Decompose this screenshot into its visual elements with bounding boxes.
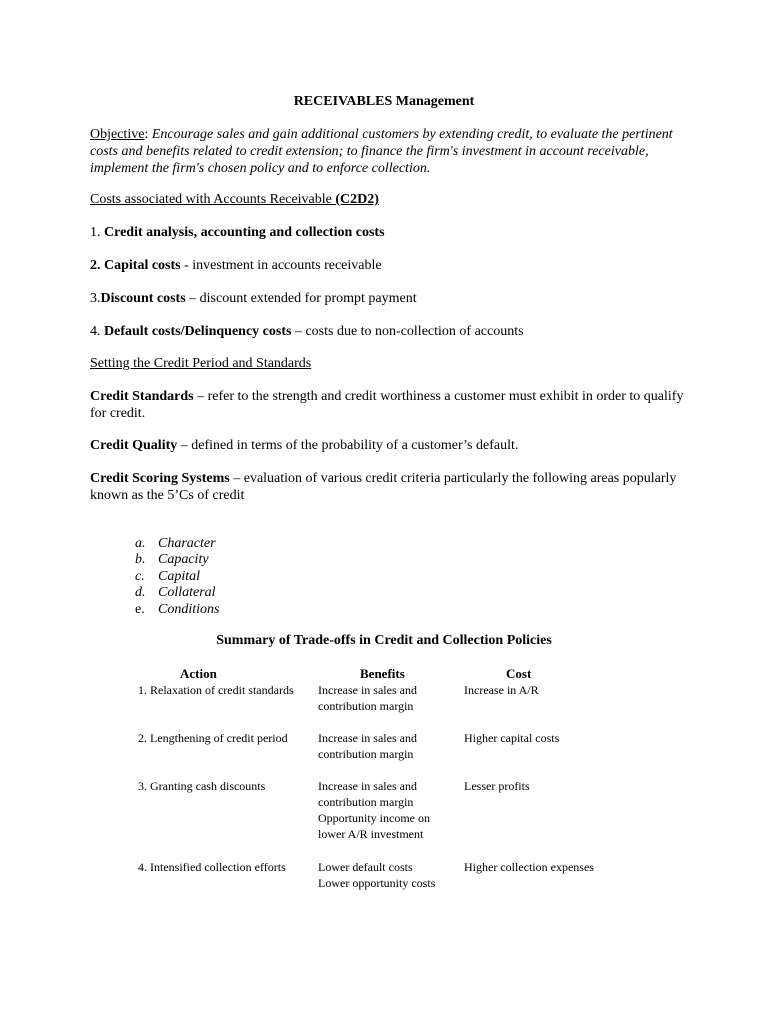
benefit-line: contribution margin bbox=[318, 795, 414, 809]
list-item bbox=[135, 535, 216, 552]
setting-heading: Setting the Credit Period and Standards bbox=[90, 356, 312, 371]
benefit-line: Increase in sales and bbox=[318, 779, 417, 793]
benefit-line: Increase in sales and bbox=[318, 731, 417, 745]
cost-item-prefix: 1. bbox=[90, 225, 104, 240]
benefit-line: contribution margin bbox=[318, 699, 414, 713]
table-header-cost: Cost bbox=[506, 666, 532, 681]
list-item bbox=[135, 568, 200, 585]
benefit-line: Increase in sales and bbox=[318, 683, 417, 697]
table-header-benefits: Benefits bbox=[360, 666, 405, 681]
table-cell-action: 3. Granting cash discounts bbox=[138, 779, 266, 793]
table-cell-action: 1. Relaxation of credit standards bbox=[138, 683, 294, 697]
cost-item-title: Default costs/Delinquency costs bbox=[104, 324, 292, 339]
table-cell-cost: Higher collection expenses bbox=[464, 860, 594, 874]
definition-text: – evaluation of various credit criteria particularly the following areas popularly known as the 5’Cs of credit bbox=[90, 471, 677, 503]
cost-item-description: – discount extended for prompt payment bbox=[185, 291, 417, 306]
table-cell-action: 2. Lengthening of credit period bbox=[138, 731, 288, 745]
table-cell-benefits bbox=[318, 778, 430, 842]
benefit-line: lower A/R investment bbox=[318, 827, 424, 841]
cost-item-prefix: 3. bbox=[90, 291, 101, 306]
list-item bbox=[135, 601, 219, 618]
cost-item-description: - investment in accounts receivable bbox=[180, 258, 382, 273]
benefit-line: contribution margin bbox=[318, 747, 414, 761]
definition-term: Credit Standards bbox=[90, 389, 194, 404]
list-item bbox=[135, 551, 209, 568]
definition-credit-quality bbox=[90, 437, 690, 454]
benefit-line: Lower default costs bbox=[318, 860, 413, 874]
list-text: Capacity bbox=[158, 552, 209, 567]
cost-item-4 bbox=[90, 323, 690, 340]
list-letter: c. bbox=[135, 569, 145, 584]
costs-heading-code: (C2D2) bbox=[335, 192, 379, 207]
table-cell-benefits bbox=[318, 859, 435, 891]
list-text: Character bbox=[158, 536, 216, 551]
definition-term: Credit Quality bbox=[90, 438, 178, 453]
costs-heading bbox=[90, 191, 690, 208]
definition-text: – defined in terms of the probability of a customer’s default. bbox=[177, 438, 519, 453]
table-cell-action: 4. Intensified collection efforts bbox=[138, 860, 286, 874]
list-letter: e. bbox=[135, 602, 145, 617]
cost-item-1 bbox=[90, 224, 690, 241]
definition-credit-scoring bbox=[90, 470, 690, 504]
definition-text: – refer to the strength and credit worthiness a customer must exhibit in order to qualify for credit. bbox=[90, 389, 684, 421]
objective-colon: : bbox=[144, 127, 149, 142]
table-header-action: Action bbox=[180, 666, 217, 681]
benefit-line: Opportunity income on bbox=[318, 811, 430, 825]
cost-item-title: Credit analysis, accounting and collection costs bbox=[104, 225, 385, 240]
list-letter: a. bbox=[135, 536, 146, 551]
table-cell-cost: Increase in A/R bbox=[464, 683, 539, 697]
cost-item-description: – costs due to non-collection of accounts bbox=[291, 324, 524, 339]
definition-term: Credit Scoring Systems bbox=[90, 471, 230, 486]
list-text: Conditions bbox=[158, 602, 220, 617]
table-title: Summary of Trade-offs in Credit and Collection Policies bbox=[216, 633, 552, 648]
cost-item-title: Discount costs bbox=[100, 291, 186, 306]
cost-item-2 bbox=[90, 257, 690, 274]
list-text: Capital bbox=[158, 569, 201, 584]
costs-heading-text: Costs associated with Accounts Receivable bbox=[90, 192, 332, 207]
list-item bbox=[135, 584, 216, 601]
table-cell-cost: Lesser profits bbox=[464, 779, 530, 793]
table-cell-cost: Higher capital costs bbox=[464, 731, 560, 745]
list-text: Collateral bbox=[158, 585, 216, 600]
table-cell-benefits bbox=[318, 730, 417, 762]
table-cell-benefits bbox=[318, 682, 417, 714]
benefit-line: Lower opportunity costs bbox=[318, 876, 436, 890]
definition-credit-standards bbox=[90, 388, 690, 422]
objective-label: Objective bbox=[90, 127, 145, 142]
cost-item-3 bbox=[90, 290, 690, 307]
cost-item-title: 2. Capital costs bbox=[90, 258, 181, 273]
cost-item-prefix: 4. bbox=[90, 324, 104, 339]
list-letter: b. bbox=[135, 552, 146, 567]
objective-paragraph bbox=[90, 126, 690, 177]
list-letter: d. bbox=[135, 585, 146, 600]
objective-text: Encourage sales and gain additional customers by extending credit, to evaluate the pertinent costs and benefits related to credit extension; to finance the firm's investment in account receivable, implement the firm's chosen policy and to enforce collection. bbox=[90, 127, 673, 176]
page-title: RECEIVABLES Management bbox=[293, 94, 475, 109]
